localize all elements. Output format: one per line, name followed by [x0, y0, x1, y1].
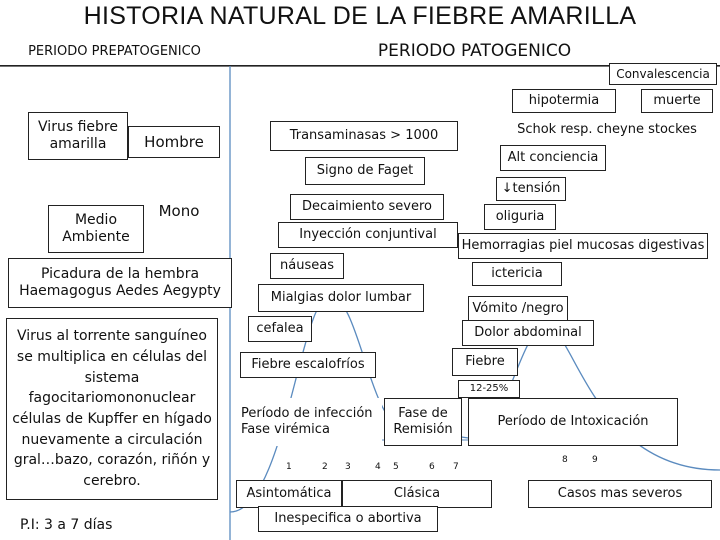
environment-label: Medio Ambiente [62, 212, 130, 245]
fiebre-escalofrios-box [240, 352, 376, 378]
asintomatica-label: Asintomática [246, 486, 332, 502]
day-mark: 9 [592, 455, 598, 465]
mono-label: Mono [158, 202, 200, 220]
host-label: Hombre [144, 133, 204, 151]
vector-box [8, 258, 232, 308]
fiebre-box [452, 348, 518, 376]
host-box [128, 126, 220, 158]
transaminasas-label: Transaminasas > 1000 [289, 128, 439, 144]
remision-box [384, 398, 462, 446]
agent-box [28, 112, 128, 160]
fiebre-label: Fiebre [465, 354, 505, 370]
transaminasas-box [270, 121, 458, 151]
incubation-period: P.I: 3 a 7 días [20, 517, 113, 533]
intoxicacion-label: Período de Intoxicación [497, 414, 649, 430]
clasica-box [342, 480, 492, 508]
inespecifica-label: Inespecifica o abortiva [274, 511, 422, 527]
tension-label: ↓tensión [501, 181, 561, 197]
asintomatica-box [236, 480, 342, 508]
vector-label: Picadura de la hembra Haemagogus Aedes Aegypty [19, 266, 221, 299]
day-mark: 2 [322, 462, 328, 472]
faget-box [305, 157, 425, 185]
day-mark: 4 [375, 462, 381, 472]
clasica-label: Clásica [393, 486, 441, 502]
prepatogenic-header [0, 38, 229, 66]
conjuntival-box [278, 222, 458, 248]
muerte-box [641, 89, 713, 113]
tension-box [496, 177, 566, 201]
muerte-label: muerte [653, 93, 701, 109]
patogenic-label: PERIODO PATOGENICO [377, 41, 572, 62]
alt-conciencia-box [500, 145, 606, 171]
conjuntival-label: Inyección conjuntival [299, 227, 437, 243]
convalescencia-box [609, 63, 717, 85]
decaimiento-label: Decaimiento severo [302, 199, 432, 215]
hemorragias-box [458, 233, 708, 259]
hemorragias-label: Hemorragias piel mucosas digestivas [461, 238, 705, 254]
hipotermia-box [512, 89, 616, 113]
day-mark: 1 [286, 462, 292, 472]
vomito-label: Vómito /negro [472, 301, 564, 317]
day-mark: 8 [562, 455, 568, 465]
day-mark: 3 [345, 462, 351, 472]
mono-box [146, 196, 212, 226]
patogenic-header [229, 38, 720, 66]
remision-label: Fase de Remisión [393, 406, 453, 437]
schok-box [507, 117, 707, 143]
cefalea-box [248, 316, 312, 342]
mechanism-box [6, 318, 218, 500]
ictericia-box [472, 262, 562, 286]
severos-box [528, 480, 712, 508]
mechanism-label: Virus al torrente sanguíneo se multiplica en células del sistema fagocitariomononuclear células de Kupffer en hígado nuevamente a circulación gral…bazo, corazón, riñón y cerebro. [12, 328, 212, 490]
faget-label: Signo de Faget [316, 163, 414, 179]
intoxicacion-box [468, 398, 678, 446]
vomito-box [468, 296, 568, 322]
dolor-abdominal-label: Dolor abdominal [474, 325, 582, 341]
mialgias-box [258, 284, 424, 312]
alt-conciencia-label: Alt conciencia [507, 150, 599, 166]
porcentaje-box [458, 380, 520, 398]
page-title: HISTORIA NATURAL DE LA FIEBRE AMARILLA [83, 2, 637, 30]
agent-label: Virus fiebre amarilla [38, 119, 118, 152]
severos-label: Casos mas severos [557, 486, 683, 502]
ictericia-label: ictericia [491, 266, 543, 282]
day-mark: 5 [393, 462, 399, 472]
day-mark: 6 [429, 462, 435, 472]
fiebre-escalofrios-label: Fiebre escalofríos [251, 357, 365, 373]
infeccion-label: Período de infección Fase virémica [241, 406, 373, 437]
schok-label: Schok resp. cheyne stockes [517, 122, 697, 138]
inespecifica-box [258, 506, 438, 532]
prepatogenic-label: PERIODO PREPATOGENICO [28, 43, 201, 59]
mialgias-label: Mialgias dolor lumbar [270, 290, 412, 306]
nauseas-label: náuseas [280, 258, 334, 274]
oliguria-label: oliguria [495, 209, 545, 225]
dolor-abdominal-box [462, 320, 594, 346]
hipotermia-label: hipotermia [528, 93, 600, 109]
environment-box [48, 205, 144, 253]
infeccion-box [236, 398, 382, 446]
decaimiento-box [290, 194, 444, 220]
nauseas-box [270, 253, 344, 279]
oliguria-box [484, 204, 556, 230]
convalescencia-label: Convalescencia [616, 66, 710, 81]
cefalea-label: cefalea [256, 321, 304, 337]
porcentaje-label: 12-25% [469, 383, 509, 394]
day-mark: 7 [453, 462, 459, 472]
